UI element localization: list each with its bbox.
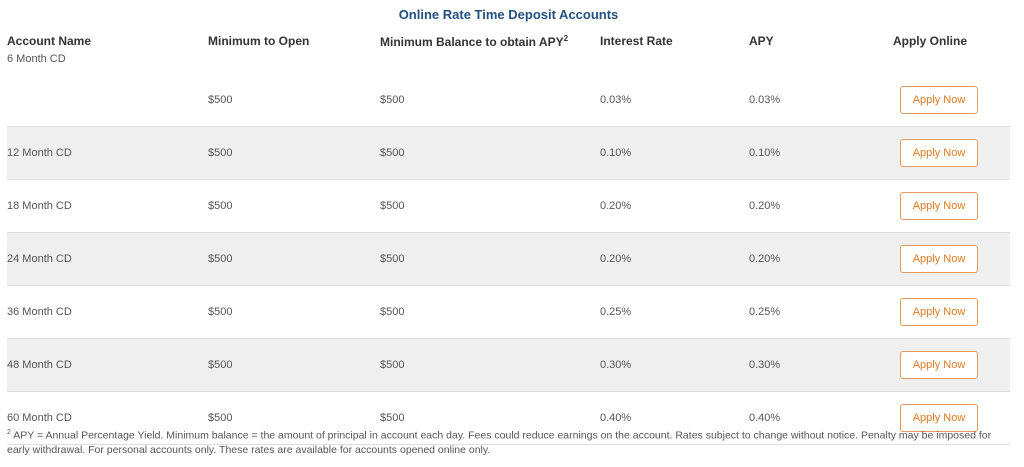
footnote (7, 426, 997, 457)
table-row (7, 286, 1010, 339)
apply-cell (884, 52, 1010, 127)
interest-rate-cell: 0.30% (600, 339, 749, 392)
apy-cell: 0.20% (749, 180, 884, 233)
apply-now-button[interactable]: Apply Now (900, 86, 978, 114)
minimum-balance-cell: $500 (380, 392, 600, 445)
interest-rate-cell: 0.20% (600, 180, 749, 233)
minimum-balance-cell: $500 (380, 127, 600, 180)
interest-rate-cell: 0.10% (600, 127, 749, 180)
minimum-balance-cell: $500 (380, 52, 600, 127)
apy-cell: 0.30% (749, 339, 884, 392)
account-name-cell: 48 Month CD (7, 339, 208, 392)
apply-now-button[interactable]: Apply Now (900, 192, 978, 220)
header-minimum-balance-label: Minimum Balance to obtain APY (380, 34, 564, 49)
apply-now-button[interactable]: Apply Now (900, 139, 978, 167)
account-name-cell: 36 Month CD (7, 286, 208, 339)
interest-rate-cell: 0.20% (600, 233, 749, 286)
account-name-cell: 12 Month CD (7, 127, 208, 180)
minimum-to-open-cell: $500 (208, 180, 380, 233)
footnote-text: APY = Annual Percentage Yield. Minimum balance = the amount of principal in account each day. Fees could reduce earnings on the account. Rates subject to change without notice. Penalty may be imposed for early withdrawal. For personal accounts only. These rates are available for accounts opened online only. (7, 429, 992, 456)
apply-cell (884, 233, 1010, 286)
apply-now-button[interactable]: Apply Now (900, 245, 978, 273)
apply-cell (884, 286, 1010, 339)
apply-cell (884, 127, 1010, 180)
header-minimum-balance (380, 30, 600, 52)
minimum-to-open-cell: $500 (208, 233, 380, 286)
table-row (7, 52, 1010, 127)
account-name-cell: 18 Month CD (7, 180, 208, 233)
page-title: Online Rate Time Deposit Accounts (398, 7, 619, 22)
apply-cell (884, 339, 1010, 392)
account-name-cell: 24 Month CD (7, 233, 208, 286)
minimum-to-open-cell: $500 (208, 339, 380, 392)
table-header-row (7, 30, 1010, 52)
interest-rate-cell: 0.25% (600, 286, 749, 339)
header-apy: APY (749, 34, 774, 48)
minimum-to-open-cell: $500 (208, 52, 380, 127)
minimum-to-open-cell: $500 (208, 286, 380, 339)
table-row (7, 180, 1010, 233)
minimum-balance-cell: $500 (380, 339, 600, 392)
footnote-marker: 2 (7, 429, 11, 436)
apply-now-button[interactable]: Apply Now (900, 404, 978, 432)
apy-cell: 0.03% (749, 52, 884, 127)
header-minimum-to-open: Minimum to Open (208, 34, 310, 48)
interest-rate-cell: 0.03% (600, 52, 749, 127)
header-interest-rate: Interest Rate (600, 34, 673, 48)
apy-cell: 0.20% (749, 233, 884, 286)
apply-now-button[interactable]: Apply Now (900, 298, 978, 326)
account-name-cell: 60 Month CD (7, 392, 208, 445)
table-row (7, 233, 1010, 286)
header-apply-online: Apply Online (892, 34, 967, 48)
table-row (7, 127, 1010, 180)
apy-cell: 0.40% (749, 392, 884, 445)
header-account-name: Account Name (7, 34, 92, 48)
minimum-balance-cell: $500 (380, 286, 600, 339)
interest-rate-cell: 0.40% (600, 392, 749, 445)
footnote-marker: 2 (563, 33, 569, 43)
apply-cell (884, 180, 1010, 233)
apy-cell: 0.25% (749, 286, 884, 339)
table-row (7, 339, 1010, 392)
minimum-balance-cell: $500 (380, 233, 600, 286)
rates-table (7, 30, 1010, 445)
account-name-cell: 6 Month CD (7, 52, 208, 127)
minimum-balance-cell: $500 (380, 180, 600, 233)
minimum-to-open-cell: $500 (208, 392, 380, 445)
apy-cell: 0.10% (749, 127, 884, 180)
apply-now-button[interactable]: Apply Now (900, 351, 978, 379)
minimum-to-open-cell: $500 (208, 127, 380, 180)
